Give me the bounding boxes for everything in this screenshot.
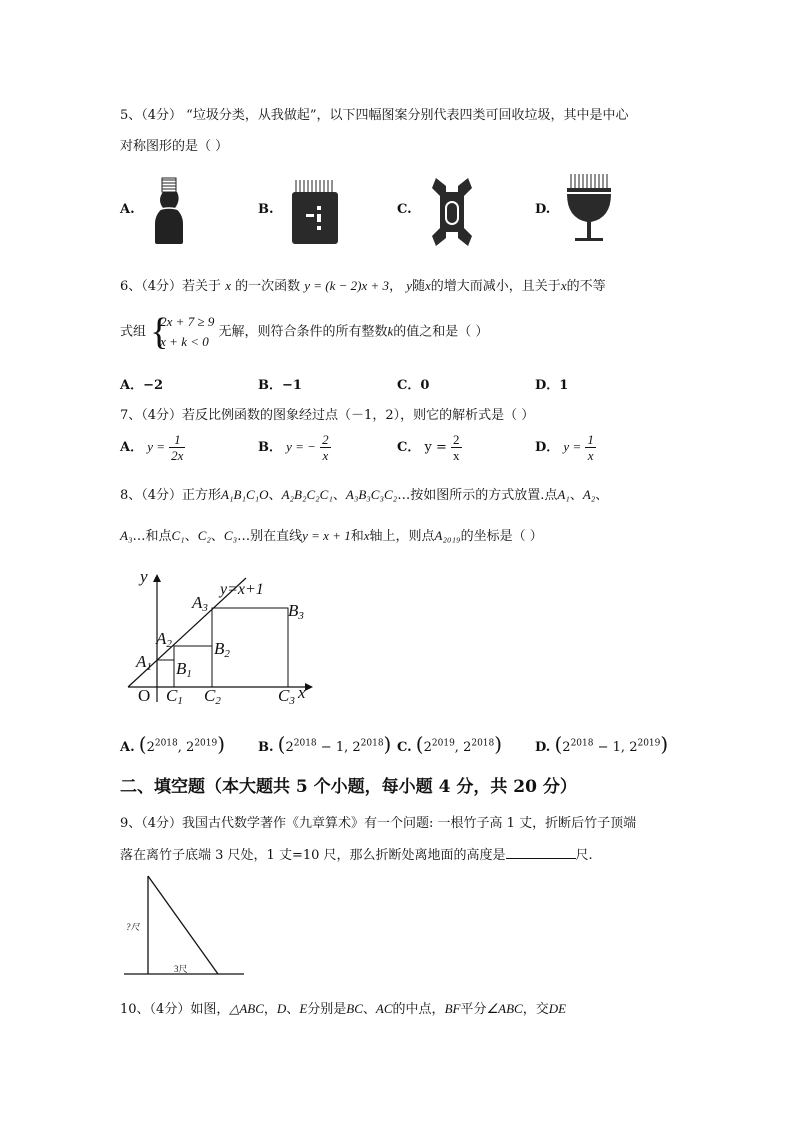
q8-square-1: A₁B₁C₁O	[221, 487, 269, 502]
label-a1: A1	[136, 652, 152, 673]
q8-option-d	[535, 732, 668, 756]
label-c1: C1	[166, 686, 183, 707]
q7-option-label: D．	[535, 440, 560, 455]
q6-text: 随	[412, 279, 426, 294]
minus-one: − 1	[593, 740, 621, 755]
q5-option-c: C.	[397, 202, 412, 217]
q7-option-d	[535, 432, 596, 463]
base: 2	[629, 740, 638, 755]
glass-cup-recycle-icon	[565, 172, 613, 244]
q6-var-x: x	[425, 278, 431, 293]
x-axis-label: x	[298, 683, 306, 702]
q7-stem: 7、（4分）若反比例函数的图象经过点（－1，2），则它的解析式是（ ）	[120, 408, 535, 423]
q8-text: …和点	[132, 529, 172, 544]
numerator: 2	[453, 432, 460, 447]
q8-option-c	[397, 732, 502, 756]
numerator: 1	[169, 432, 185, 448]
bamboo-triangle-figure	[120, 872, 250, 980]
q8-square-3: A₃B₃C₃C₂	[345, 487, 398, 502]
exponent: 2018	[154, 738, 178, 749]
q10-text: 10、（4分）如图，	[120, 1002, 230, 1017]
q10-text: ，	[263, 1002, 277, 1017]
q7-option-label: A．	[120, 440, 144, 455]
base: 2	[352, 740, 361, 755]
paren-icon: )	[383, 732, 392, 756]
q8-text: 、	[210, 529, 224, 544]
q9-text: 落在离竹子底端 3 尺处，1 丈=10 尺，那么折断处离地面的高度是	[120, 848, 506, 863]
paren-icon: )	[494, 732, 503, 756]
q8-text: 和	[350, 529, 364, 544]
q8-point-c3: C₃	[223, 528, 238, 543]
q8-point-c1: C₁	[171, 528, 185, 543]
q8-text: 的坐标是（ ）	[460, 529, 543, 544]
q6-var-y: y	[406, 278, 412, 293]
exponent: 2019	[637, 738, 661, 749]
base: 2	[423, 740, 432, 755]
q6-function: y = (k − 2)x + 3	[304, 278, 390, 293]
base: 2	[463, 740, 472, 755]
label-b1: B1	[176, 659, 192, 680]
q6-text: 式组	[120, 324, 147, 340]
separator: ,	[454, 740, 464, 755]
q6-text: ，	[389, 279, 403, 294]
q10-segment-bc: BC	[346, 1001, 363, 1016]
minus-one: − 1	[316, 740, 345, 755]
q6-option-d: D．1	[535, 378, 569, 393]
q8-text: 、	[569, 488, 583, 503]
q7-fraction	[169, 432, 185, 463]
q8-point-c2: C₂	[197, 528, 211, 543]
base: 2	[186, 740, 195, 755]
exponent: 2018	[570, 738, 594, 749]
q8-line1	[120, 484, 608, 503]
separator: ,	[344, 740, 353, 755]
q7-fraction	[585, 432, 596, 463]
paren-icon: )	[660, 732, 669, 756]
q8-text: 、	[332, 488, 346, 503]
numerator: 1	[587, 432, 594, 447]
brace-icon: {	[150, 311, 169, 353]
q7-lhs: y =	[424, 440, 447, 455]
label-b2: B2	[214, 639, 230, 660]
q10-text: 、	[362, 1002, 376, 1017]
height-label: ?尺	[126, 922, 140, 932]
inequality-1: 2x + 7 ≥ 9	[160, 314, 215, 329]
q7-fraction	[451, 432, 462, 463]
q10-angle: ∠ABC	[486, 1001, 523, 1016]
q10-line1	[120, 998, 566, 1017]
denominator: x	[453, 448, 460, 463]
q10-text: 平分	[460, 1002, 487, 1017]
q6-var-x: x	[225, 278, 231, 293]
q7-option-b	[258, 432, 331, 463]
q7-option-a	[120, 432, 185, 463]
y-axis-arrow-icon	[153, 574, 161, 582]
base: 2	[285, 740, 294, 755]
exponent: 2019	[194, 738, 218, 749]
q6-line2	[120, 312, 488, 352]
denominator: 2x	[171, 448, 184, 463]
q8-option-a	[120, 732, 225, 756]
q7-option-label: B．	[258, 440, 282, 455]
q9-text: 尺.	[575, 848, 593, 863]
q10-segment-bf: BF	[444, 1001, 461, 1016]
q7-lhs: y =	[147, 439, 166, 454]
label-b3: B3	[288, 601, 304, 622]
q5-option-a: A.	[120, 202, 135, 217]
q8-text: …别在直线	[237, 529, 303, 544]
q5-line1: 5、（4分） “垃圾分类，从我做起”，以下四幅图案分别代表四类可回收垃圾，其中是中心	[120, 108, 629, 123]
q5-line2: 对称图形的是（ ）	[120, 139, 229, 154]
q5-option-d: D.	[535, 202, 551, 217]
q8-point-a3: A₃	[120, 528, 133, 543]
q10-triangle: △ABC	[229, 1001, 264, 1016]
x-axis-arrow-icon	[305, 683, 313, 691]
label-a3: A3	[192, 593, 208, 614]
q8-line2	[120, 525, 543, 544]
section-heading: 二、填空题（本大题共 5 个小题，每小题 4 分，共 20 分）	[120, 777, 577, 797]
q8-text: 轴上，则点	[369, 529, 435, 544]
q8-square-2: A₂B₂C₂C₁	[281, 487, 333, 502]
paren-icon: (	[554, 732, 563, 756]
exponent: 2018	[360, 738, 384, 749]
q8-option-label: A.	[120, 740, 135, 755]
paren-icon: )	[217, 732, 226, 756]
line-label: y=x+1	[220, 581, 264, 598]
denominator: x	[322, 448, 329, 463]
q7-option-label: C．	[397, 440, 421, 455]
q10-text: 分别是	[307, 1002, 347, 1017]
q8-text: 、	[268, 488, 282, 503]
q6-text: 无解，则符合条件的所有整数	[218, 324, 388, 340]
base-label: 3尺	[174, 964, 188, 974]
q6-text: 的一次函数	[235, 279, 301, 294]
q6-text: 的值之和是（ ）	[393, 324, 489, 340]
q6-var-k: k	[387, 323, 394, 339]
exponent: 2018	[471, 738, 495, 749]
q10-segment-ac: AC	[375, 1001, 393, 1016]
label-c2: C2	[204, 686, 221, 707]
base: 2	[146, 740, 155, 755]
inequality-2: x + k < 0	[160, 334, 209, 349]
paren-icon: (	[277, 732, 286, 756]
y-axis-label: y	[140, 567, 148, 586]
q8-option-label: B.	[258, 740, 274, 755]
square-1	[157, 660, 174, 687]
exponent: 2018	[293, 738, 317, 749]
q10-text: 的中点，	[392, 1002, 445, 1017]
q8-option-label: C.	[397, 740, 412, 755]
answer-blank[interactable]	[506, 846, 576, 859]
q6-text: 的增大而减小，且关于	[430, 279, 561, 294]
separator: ,	[620, 740, 630, 755]
q8-target-point: A₂₀₁₉	[434, 528, 461, 543]
q6-var-x: x	[560, 278, 567, 293]
inequality-system	[150, 312, 214, 352]
q6-option-a: A．−2	[120, 378, 164, 393]
q8-option-b	[258, 732, 391, 756]
q10-point-e: E	[299, 1001, 308, 1016]
denominator: x	[587, 448, 594, 463]
q8-var-x: x	[363, 528, 370, 543]
q8-text: 、	[595, 488, 609, 503]
q7-lhs: y =	[563, 439, 582, 454]
q8-point-a1: A₁	[557, 487, 570, 502]
q10-text: ，交	[522, 1002, 549, 1017]
separator: ,	[177, 740, 187, 755]
q5-option-b: B.	[258, 202, 274, 217]
base: 2	[562, 740, 571, 755]
q6-line1	[120, 275, 606, 294]
bottle-recycle-icon	[150, 176, 188, 246]
q8-line-eq: y = x + 1	[302, 528, 351, 543]
q8-text: 、	[184, 529, 198, 544]
q9-line2	[120, 844, 593, 863]
q7-lhs: y = −	[286, 439, 316, 454]
label-c3: C3	[278, 686, 295, 707]
q8-text: …按如图所示的方式放置.点	[397, 488, 558, 503]
q10-segment-de: DE	[548, 1001, 567, 1016]
q9-line1: 9、（4分）我国古代数学著作《九章算术》有一个问题: 一根竹子高 1 丈，折断后竹子顶端	[120, 816, 637, 831]
q10-point-d: D	[276, 1001, 287, 1016]
q8-point-a2: A₂	[582, 487, 596, 502]
broken-bamboo	[148, 876, 218, 974]
squares-on-line-figure	[120, 562, 320, 712]
q6-option-b: B．−1	[258, 378, 302, 393]
exponent: 2019	[431, 738, 455, 749]
paper-box-recycle-icon	[290, 178, 340, 246]
paren-icon: (	[415, 732, 424, 756]
q7-option-c	[397, 432, 462, 463]
paren-icon: (	[138, 732, 147, 756]
q6-text: 的不等	[566, 279, 606, 294]
numerator: 2	[322, 432, 329, 447]
q10-text: 、	[286, 1002, 300, 1017]
label-a2: A2	[156, 629, 172, 650]
q7-fraction	[320, 432, 331, 463]
q8-text: 8、（4分）正方形	[120, 488, 222, 503]
q6-text: 6、（4分）若关于	[120, 279, 222, 294]
origin-label: O	[138, 686, 151, 705]
q8-option-label: D.	[535, 740, 551, 755]
q6-option-c: C．0	[397, 378, 430, 393]
wrench-recycle-icon	[430, 176, 474, 248]
